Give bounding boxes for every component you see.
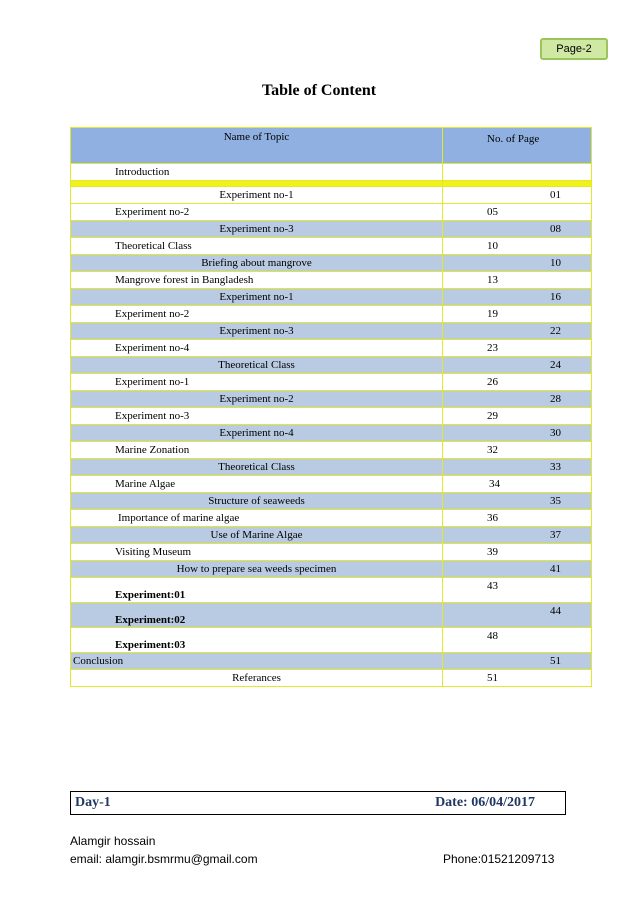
row-page: 48 bbox=[443, 628, 592, 653]
table-header-row bbox=[71, 128, 592, 164]
table-of-contents bbox=[70, 127, 592, 687]
row-page: 51 bbox=[443, 653, 592, 670]
row-page: 44 bbox=[443, 603, 592, 628]
table-row bbox=[71, 238, 592, 255]
row-page: 29 bbox=[443, 408, 592, 425]
table-row bbox=[71, 306, 592, 323]
day-date-box bbox=[70, 791, 566, 815]
table-row bbox=[71, 653, 592, 670]
row-topic: Experiment no-1 bbox=[71, 374, 443, 391]
day-label: Day-1 bbox=[75, 795, 111, 810]
table-row bbox=[71, 187, 592, 204]
author-email: email: alamgir.bsmrmu@gmail.com bbox=[70, 852, 258, 866]
table-row bbox=[71, 391, 592, 408]
row-topic: Conclusion bbox=[71, 653, 443, 670]
row-page: 08 bbox=[443, 221, 592, 238]
row-page: 22 bbox=[443, 323, 592, 340]
table-row bbox=[71, 493, 592, 510]
row-page: 34 bbox=[443, 476, 592, 493]
row-page: 19 bbox=[443, 306, 592, 323]
row-topic: Experiment no-2 bbox=[71, 204, 443, 221]
row-page: 10 bbox=[443, 238, 592, 255]
row-topic: Theoretical Class bbox=[71, 238, 443, 255]
row-page bbox=[443, 164, 592, 181]
row-topic: Visiting Museum bbox=[71, 544, 443, 561]
table-row bbox=[71, 164, 592, 181]
row-topic: Experiment no-2 bbox=[71, 391, 443, 408]
row-topic: Experiment no-3 bbox=[71, 323, 443, 340]
table-row bbox=[71, 340, 592, 357]
row-topic: Theoretical Class bbox=[71, 459, 443, 476]
row-page: 51 bbox=[443, 670, 592, 687]
row-topic: Experiment:02 bbox=[71, 603, 443, 628]
header-topic: Name of Topic bbox=[71, 128, 443, 164]
row-page: 16 bbox=[443, 289, 592, 306]
author-phone: Phone:01521209713 bbox=[443, 852, 555, 866]
table-row bbox=[71, 289, 592, 306]
row-topic: Experiment no-1 bbox=[71, 289, 443, 306]
table-row bbox=[71, 459, 592, 476]
row-topic: Marine Zonation bbox=[71, 442, 443, 459]
table-row bbox=[71, 357, 592, 374]
row-topic: Structure of seaweeds bbox=[71, 493, 443, 510]
row-topic: Experiment no-3 bbox=[71, 408, 443, 425]
table-row bbox=[71, 204, 592, 221]
table-row bbox=[71, 561, 592, 578]
table-row bbox=[71, 323, 592, 340]
page-title: Table of Content bbox=[261, 82, 377, 99]
row-topic: Briefing about mangrove bbox=[71, 255, 443, 272]
row-page: 10 bbox=[443, 255, 592, 272]
table-row bbox=[71, 255, 592, 272]
row-page: 24 bbox=[443, 357, 592, 374]
row-page: 28 bbox=[443, 391, 592, 408]
table-row bbox=[71, 442, 592, 459]
row-topic: Use of Marine Algae bbox=[71, 527, 443, 544]
row-topic: Referances bbox=[71, 670, 443, 687]
row-topic: Marine Algae bbox=[71, 476, 443, 493]
table-row bbox=[71, 374, 592, 391]
row-topic: Experiment:01 bbox=[71, 578, 443, 603]
row-page: 35 bbox=[443, 493, 592, 510]
date-label: Date: 06/04/2017 bbox=[435, 795, 535, 810]
table-row bbox=[71, 510, 592, 527]
row-page: 26 bbox=[443, 374, 592, 391]
row-page: 05 bbox=[443, 204, 592, 221]
row-topic: How to prepare sea weeds specimen bbox=[71, 561, 443, 578]
row-page: 32 bbox=[443, 442, 592, 459]
page-number-badge: Page-2 bbox=[540, 38, 608, 60]
row-topic: Experiment:03 bbox=[71, 628, 443, 653]
row-page: 36 bbox=[443, 510, 592, 527]
row-topic: Mangrove forest in Bangladesh bbox=[71, 272, 443, 289]
row-page: 39 bbox=[443, 544, 592, 561]
row-topic: Experiment no-3 bbox=[71, 221, 443, 238]
table-row bbox=[71, 476, 592, 493]
row-page: 37 bbox=[443, 527, 592, 544]
row-topic: Introduction bbox=[71, 164, 443, 181]
table-row bbox=[71, 527, 592, 544]
row-topic: Experiment no-4 bbox=[71, 340, 443, 357]
row-page: 30 bbox=[443, 425, 592, 442]
table-row bbox=[71, 670, 592, 687]
table-row bbox=[71, 603, 592, 628]
row-topic: Experiment no-4 bbox=[71, 425, 443, 442]
row-page: 01 bbox=[443, 187, 592, 204]
row-page: 33 bbox=[443, 459, 592, 476]
row-page: 41 bbox=[443, 561, 592, 578]
header-pages: No. of Page bbox=[443, 128, 592, 164]
table-row bbox=[71, 544, 592, 561]
row-page: 23 bbox=[443, 340, 592, 357]
table-row bbox=[71, 578, 592, 603]
author-name: Alamgir hossain bbox=[70, 834, 156, 848]
row-topic: Experiment no-1 bbox=[71, 187, 443, 204]
table-row bbox=[71, 425, 592, 442]
row-topic: Theoretical Class bbox=[71, 357, 443, 374]
row-page: 43 bbox=[443, 578, 592, 603]
table-row bbox=[71, 408, 592, 425]
table-row bbox=[71, 628, 592, 653]
table-row bbox=[71, 272, 592, 289]
table-row bbox=[71, 221, 592, 238]
row-topic: Experiment no-2 bbox=[71, 306, 443, 323]
row-topic: Importance of marine algae bbox=[71, 510, 443, 527]
row-page: 13 bbox=[443, 272, 592, 289]
